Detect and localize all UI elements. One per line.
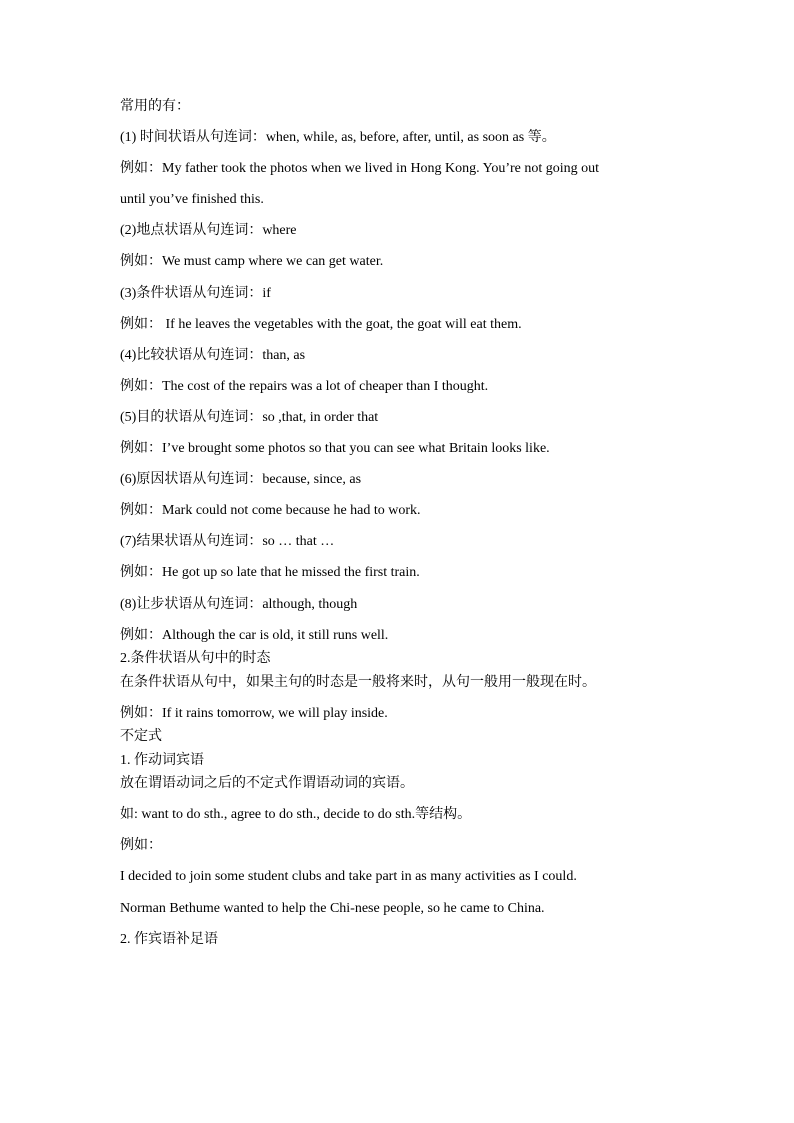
item-comparison-clause: (4)比较状语从句连词：than, as [120, 347, 306, 363]
subheading-object-complement: 2. 作宾语补足语 [120, 931, 218, 947]
example-place-clause: 例如：We must camp where we can get water. [120, 254, 384, 270]
item-time-clause: (1) 时间状语从句连词：when, while, as, before, after, until, as soon as 等。 [120, 130, 556, 146]
rule-infinitive-object: 放在谓语动词之后的不定式作谓语动词的宾语。 [120, 776, 414, 792]
subheading-object: 1. 作动词宾语 [120, 752, 204, 768]
heading-condition-tense: 2.条件状语从句中的时态 [120, 651, 271, 667]
example-clubs: I decided to join some student clubs and take part in as many activities as I could. [120, 869, 577, 885]
example-comparison-clause: 例如：The cost of the repairs was a lot of cheaper than I thought. [120, 378, 489, 394]
example-reason-clause: 例如：Mark could not come because he had to work. [120, 503, 421, 519]
item-condition-clause: (3)条件状语从句连词：if [120, 285, 271, 301]
example-condition-tense: 例如：If it rains tomorrow, we will play inside. [120, 705, 388, 721]
example-time-clause-1: 例如：My father took the photos when we lived in Hong Kong. You’re not going out [120, 161, 600, 177]
document-body [120, 98, 680, 949]
item-concession-clause: (8)让步状语从句连词：although, though [120, 596, 358, 612]
heading-infinitive: 不定式 [120, 729, 162, 745]
example-result-clause: 例如：He got up so late that he missed the first train. [120, 565, 420, 581]
rule-condition-tense: 在条件状语从句中，如果主句的时态是一般将来时，从句一般用一般现在时。 [120, 674, 596, 690]
example-purpose-clause: 例如：I’ve brought some photos so that you can see what Britain looks like. [120, 441, 550, 457]
example-label: 例如： [120, 838, 162, 854]
item-reason-clause: (6)原因状语从句连词：because, since, as [120, 472, 362, 488]
item-result-clause: (7)结果状语从句连词：so … that … [120, 534, 335, 550]
item-purpose-clause: (5)目的状语从句连词：so ,that, in order that [120, 409, 379, 425]
section-intro: 常用的有： [120, 99, 190, 114]
example-time-clause-2: until you’ve finished this. [120, 192, 264, 208]
example-condition-clause: 例如： If he leaves the vegetables with the goat, the goat will eat them. [120, 316, 522, 332]
examples-structures: 如: want to do sth., agree to do sth., decide to do sth.等结构。 [120, 807, 472, 823]
item-place-clause: (2)地点状语从句连词：where [120, 223, 297, 239]
example-concession-clause: 例如：Although the car is old, it still runs well. [120, 627, 389, 643]
example-bethume: Norman Bethume wanted to help the Chi-nese people, so he came to China. [120, 900, 545, 916]
